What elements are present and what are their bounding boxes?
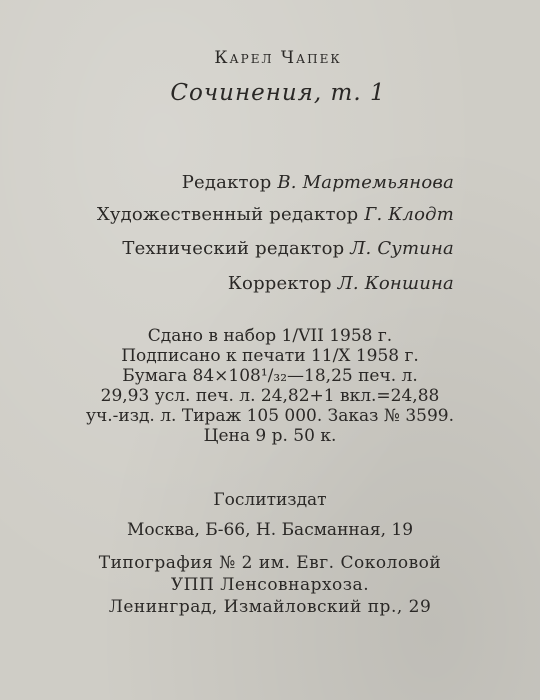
staff-tech-editor <box>122 238 454 259</box>
staff-editor <box>182 172 454 193</box>
publisher-block <box>0 485 540 545</box>
imprint-line: Сдано в набор 1/VII 1958 г. <box>147 326 393 346</box>
staff-role: Редактор <box>181 172 272 193</box>
staff-name: Г. Клодт <box>364 204 454 225</box>
book-title: Сочинения, т. 1 <box>170 80 386 106</box>
staff-name: Л. Сутина <box>350 238 454 259</box>
author-name: Карел Чапек <box>214 48 342 68</box>
publisher-address: Москва, Б-66, Н. Басманная, 19 <box>126 520 414 540</box>
printer-block <box>0 552 540 618</box>
imprint-line: Бумага 84×108¹/₃₂—18,25 печ. л. <box>122 366 418 386</box>
printer-line: Ленинград, Измайловский пр., 29 <box>108 597 432 617</box>
staff-role: Художественный редактор <box>96 204 359 225</box>
print-imprint <box>0 326 540 446</box>
imprint-line: Цена 9 р. 50 к. <box>203 426 337 446</box>
staff-proofreader <box>228 273 454 294</box>
imprint-line: 29,93 усл. печ. л. 24,82+1 вкл.=24,88 <box>100 386 440 406</box>
imprint-line: Подписано к печати 11/X 1958 г. <box>121 346 419 366</box>
staff-name: Л. Коншина <box>337 273 454 294</box>
staff-art-editor <box>97 204 454 225</box>
staff-name: В. Мартемьянова <box>277 172 454 193</box>
staff-role: Технический редактор <box>122 238 345 259</box>
staff-role: Корректор <box>227 273 332 294</box>
publisher-name: Гослитиздат <box>213 490 327 510</box>
printer-line: Типография № 2 им. Евг. Соколовой <box>98 553 442 573</box>
imprint-line: уч.-изд. л. Тираж 105 000. Заказ № 3599. <box>85 406 455 426</box>
printer-line: УПП Ленсовнархоза. <box>170 575 370 595</box>
